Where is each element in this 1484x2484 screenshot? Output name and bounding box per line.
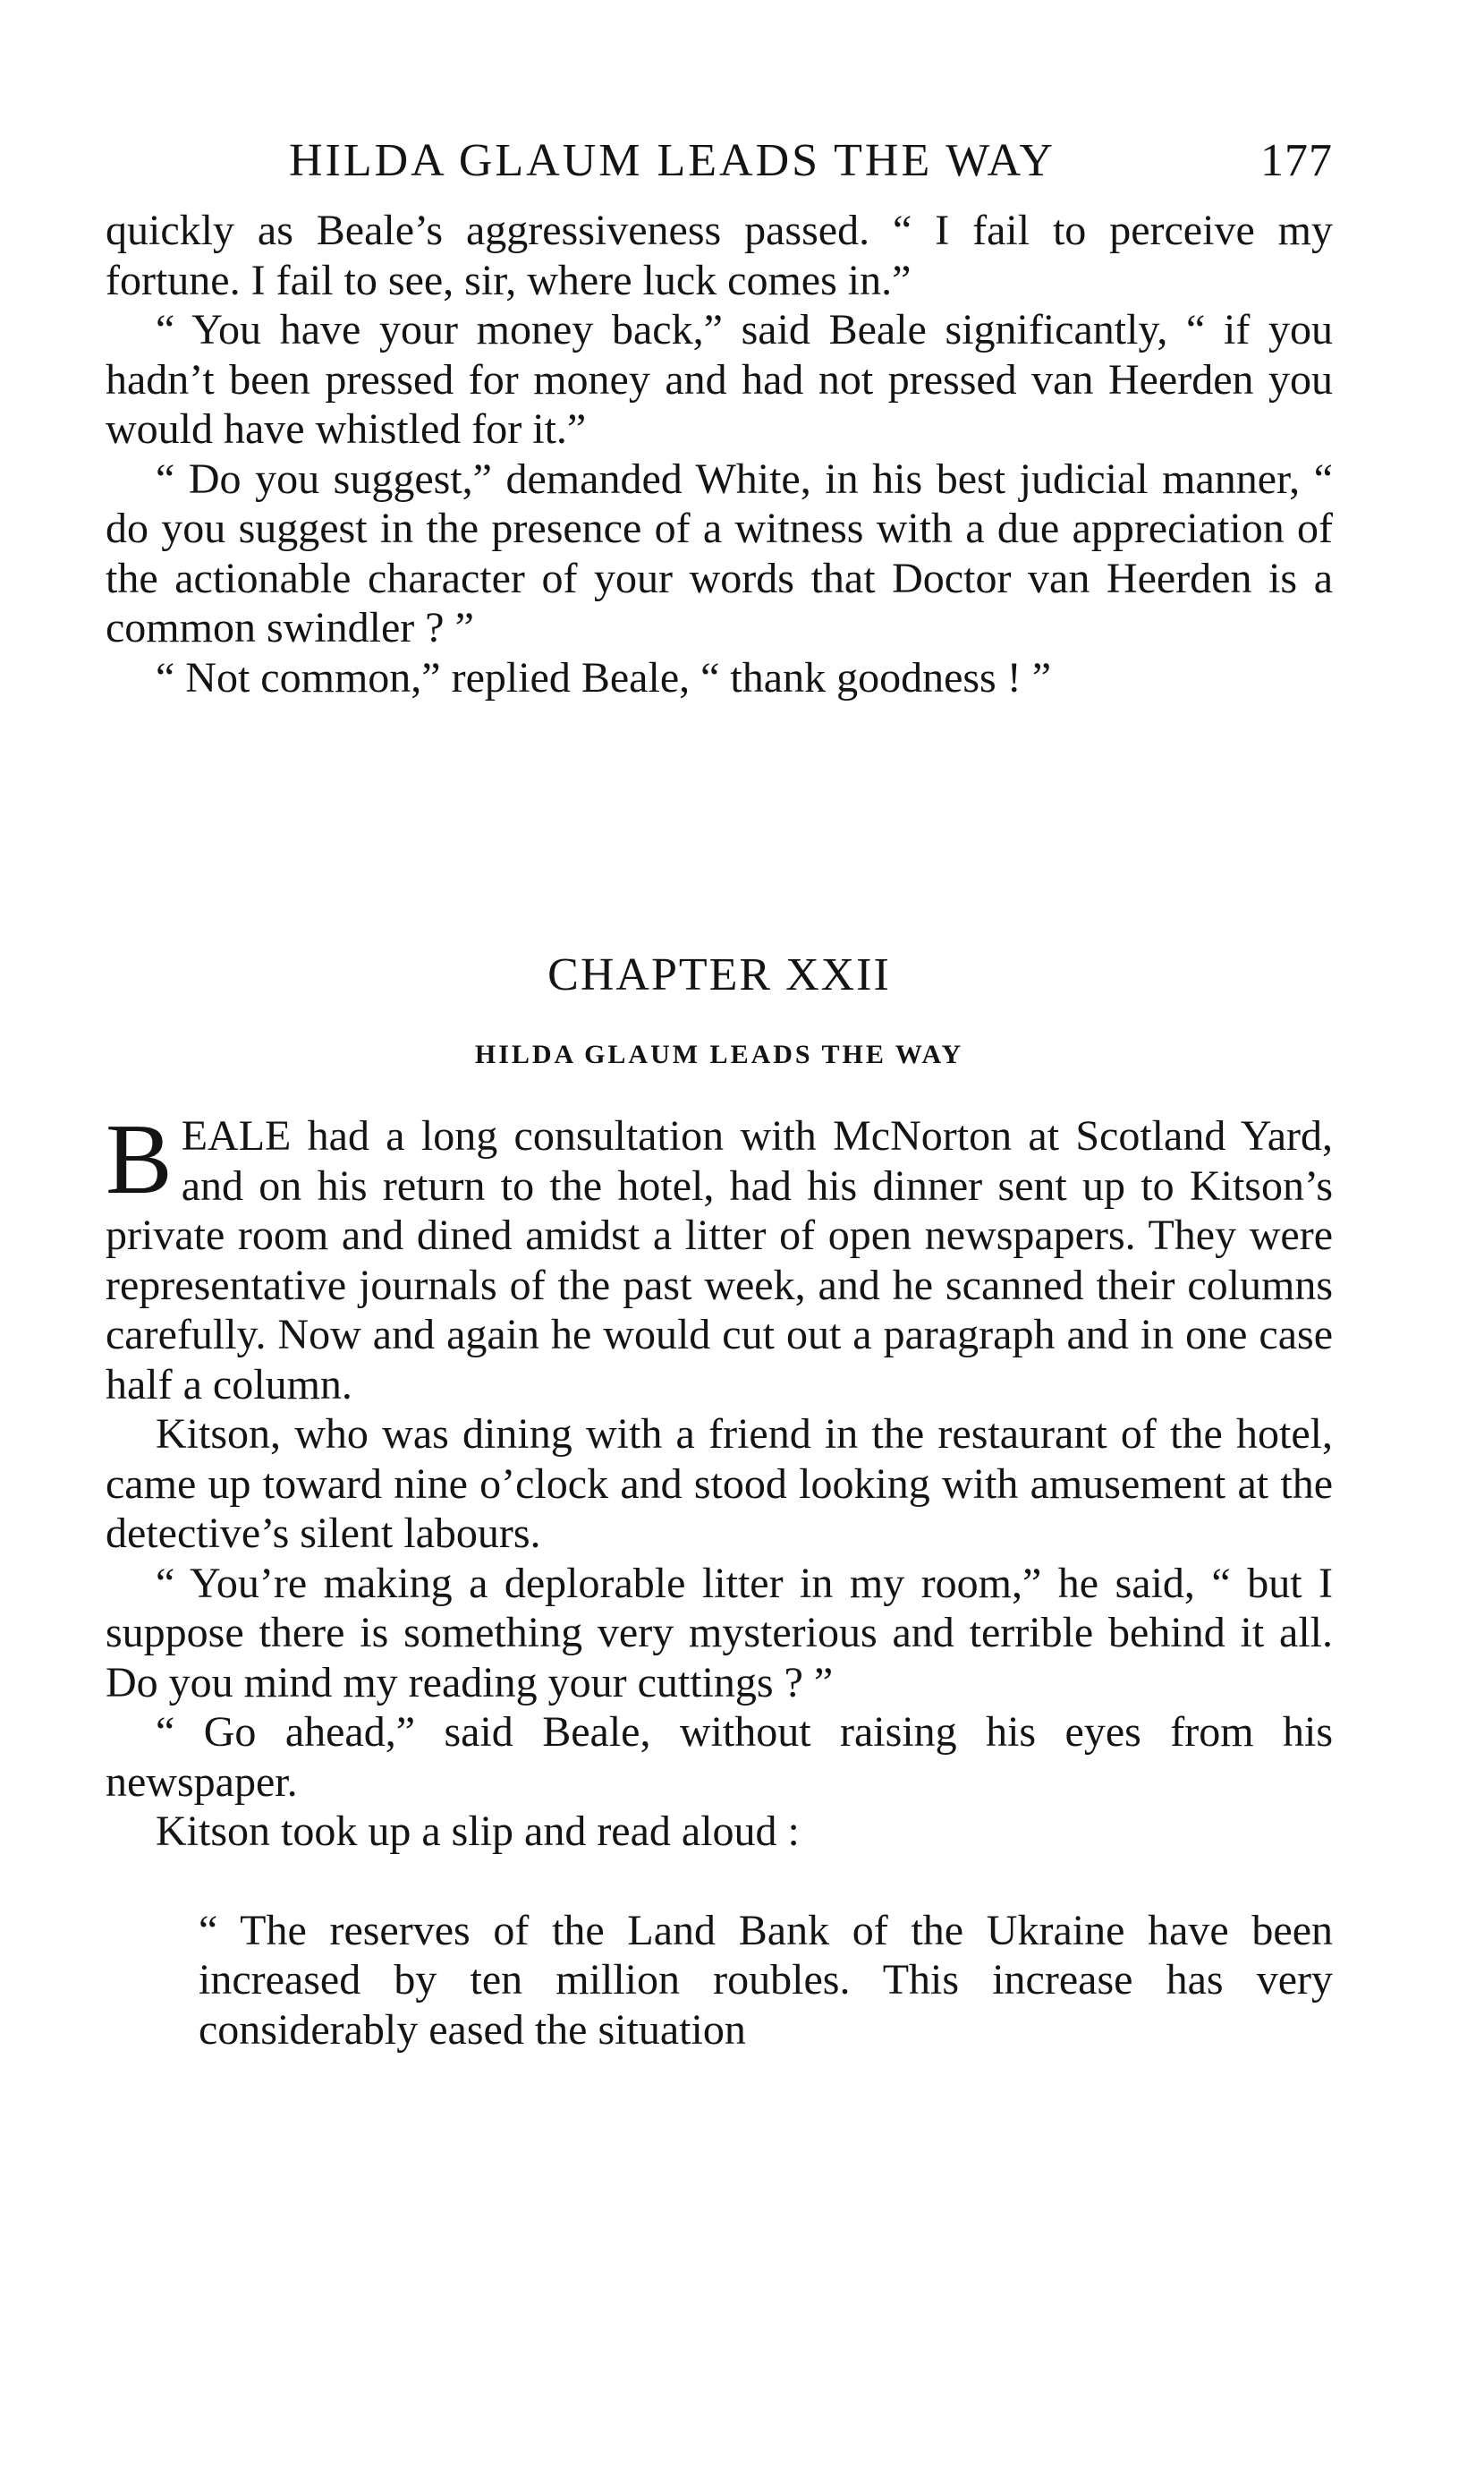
chapter-text <box>106 1104 1333 1857</box>
paragraph: “ Do you suggest,” demanded White, in his best judicial manner, “ do you suggest in the presence of a witness with a due appreciation of the actionable character of your words that Doctor van Heerden is a common swindler ? ” <box>106 455 1333 651</box>
chapter-spacer <box>106 702 1333 931</box>
opening-paragraph <box>106 1104 1333 1409</box>
paragraph: “ Not common,” replied Beale, “ thank goodness ! ” <box>156 653 1052 702</box>
running-head <box>106 134 1333 206</box>
chapter-subtitle: HILDA GLAUM LEADS THE WAY <box>474 1040 964 1069</box>
page-number: 177 <box>1260 135 1333 186</box>
opening-paragraph-text: EALE had a long consultation with McNorton at Scotland Yard, and on his return to the hotel, had his dinner sent up to Kitson’s private room and dined amidst a litter of open newspapers. They were representative journals of the past week, and he scanned their columns carefully. Now and again he would cut out a paragraph and in one case half a column. <box>106 1112 1333 1408</box>
book-page <box>106 134 1333 2054</box>
quoted-cutting: “ The reserves of the Land Bank of the Ukraine have been increased by ten million roubles. This increase has very considerably eased the situation <box>199 1906 1333 2054</box>
paragraph: “ Go ahead,” said Beale, without raising his eyes from his newspaper. <box>106 1708 1333 1806</box>
drop-cap: B <box>106 1104 173 1215</box>
paragraph: “ You’re making a deplorable litter in my room,” he said, “ but I suppose there is something very mysterious and terrible behind it all. Do you mind my reading your cuttings ? ” <box>106 1559 1333 1706</box>
preceding-text <box>106 206 1333 702</box>
paragraph: Kitson, who was dining with a friend in the restaurant of the hotel, came up toward nine o’clock and stood looking with amusement at the detective’s silent labours. <box>106 1410 1333 1557</box>
chapter-number: CHAPTER XXII <box>547 949 891 1000</box>
paragraph: Kitson took up a slip and read aloud : <box>156 1808 800 1855</box>
running-head-title: HILDA GLAUM LEADS THE WAY <box>289 135 1056 186</box>
paragraph: “ You have your money back,” said Beale significantly, “ if you hadn’t been pressed for money and had not pressed van Heerden you would have whistled for it.” <box>106 306 1333 453</box>
paragraph: quickly as Beale’s aggressiveness passed. “ I fail to perceive my fortune. I fail to see, sir, where luck comes in.” <box>106 207 1333 304</box>
